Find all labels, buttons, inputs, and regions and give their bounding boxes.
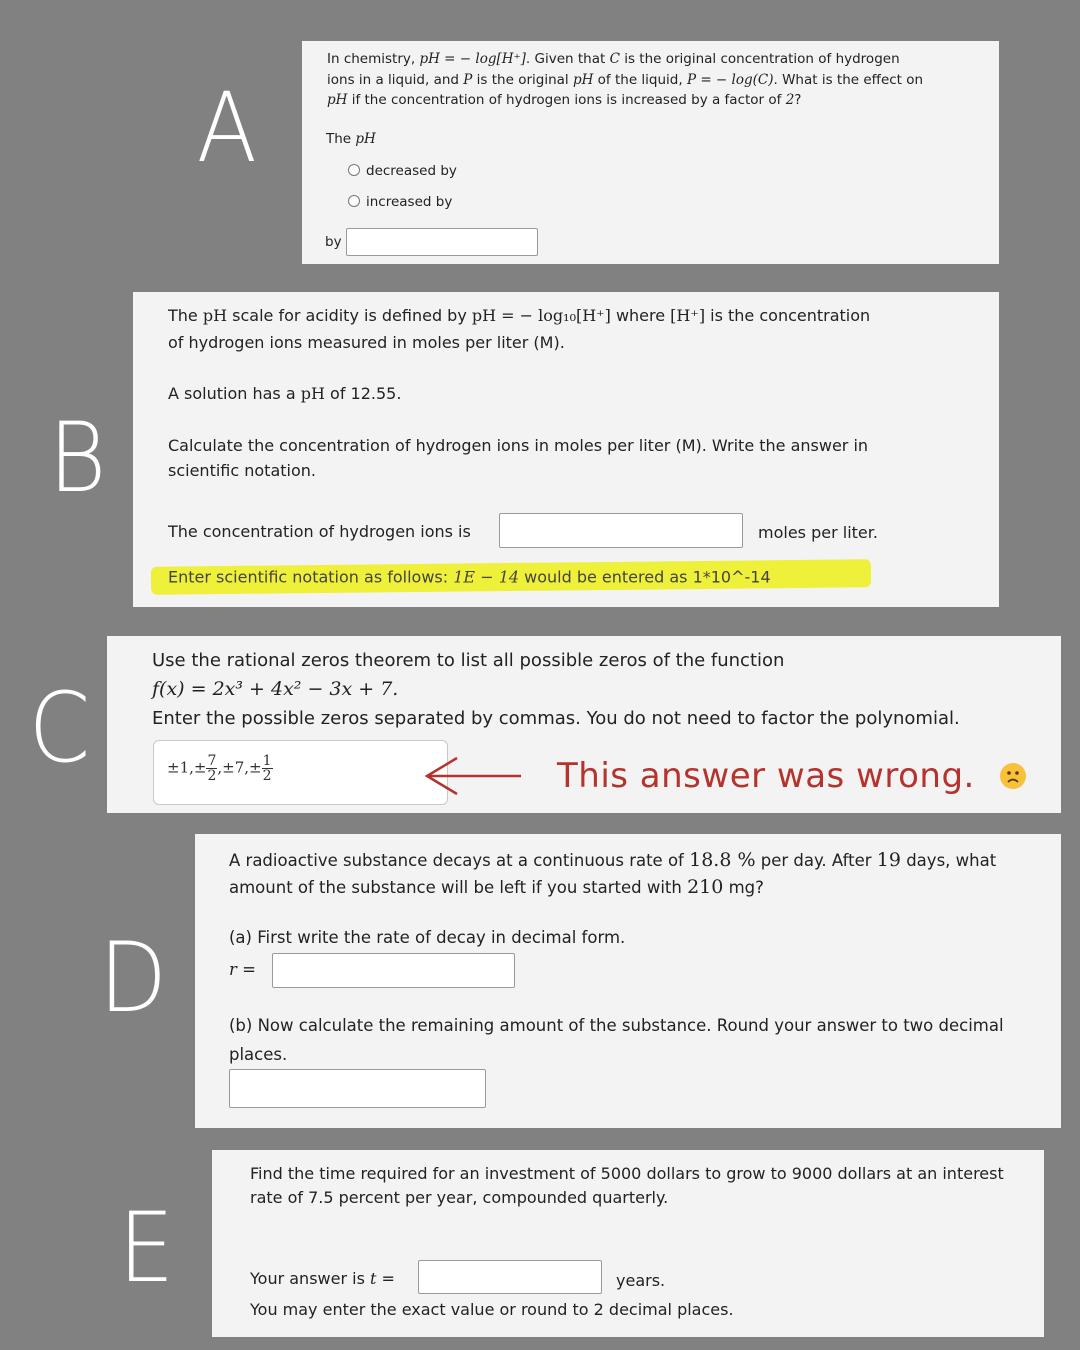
function: f(x) = 2x³ + 4x² − 3x + 7.	[152, 678, 399, 700]
radio-increased[interactable]	[348, 195, 360, 207]
the-ph-label: The pH	[326, 131, 376, 147]
panel-a-line2: ions in a liquid, and P is the original pH of the liquid, P = − log(C). What is the effect on	[327, 72, 924, 88]
sad-face-icon	[1000, 763, 1026, 789]
wrong-note: This answer was wrong.	[557, 756, 975, 796]
arrow-left-icon	[417, 754, 527, 798]
rate-input[interactable]	[272, 953, 515, 988]
panel-d-line1: A radioactive substance decays at a continuous rate of 18.8 % per day. After 19 days, what	[229, 849, 997, 871]
label-d: D	[98, 922, 167, 1034]
part-b-line1: (b) Now calculate the remaining amount of the substance. Round your answer to two decimal	[229, 1016, 1004, 1035]
panel-e	[212, 1150, 1044, 1337]
part-b-line2: places.	[229, 1045, 288, 1064]
panel-e-line1: Find the time required for an investment of 5000 dollars to grow to 9000 dollars at an interest	[250, 1164, 1004, 1183]
conc-unit: moles per liter.	[758, 523, 878, 542]
label-c: C	[28, 672, 91, 784]
rounding-note: You may enter the exact value or round to 2 decimal places.	[250, 1300, 734, 1319]
panel-a-line3: pH if the concentration of hydrogen ions is increased by a factor of 2?	[327, 92, 802, 108]
zeros-answer: ±1,± $\frac{7}{2}$ ,±7,± $\frac{1}{2}$	[167, 753, 272, 784]
panel-d	[195, 834, 1061, 1128]
concentration-input[interactable]	[499, 513, 743, 548]
by-label: by	[325, 234, 342, 250]
panel-e-line2: rate of 7.5 percent per year, compounded quarterly.	[250, 1188, 669, 1207]
option-increased[interactable]: increased by	[348, 194, 452, 210]
option-decreased[interactable]: decreased by	[348, 163, 457, 179]
r-label: r =	[229, 960, 256, 979]
time-input[interactable]	[418, 1260, 602, 1294]
panel-c-line1: Use the rational zeros theorem to list all possible zeros of the function	[152, 650, 785, 671]
panel-c-line3: Enter the possible zeros separated by commas. You do not need to factor the polynomial.	[152, 708, 960, 729]
years-unit: years.	[616, 1271, 666, 1290]
label-b: B	[48, 402, 107, 514]
label-a: A	[196, 72, 258, 184]
panel-a	[302, 41, 999, 264]
label-e: E	[118, 1192, 175, 1304]
panel-d-line2: amount of the substance will be left if you started with 210 mg?	[229, 876, 764, 898]
panel-b-line2: of hydrogen ions measured in moles per liter (M).	[168, 333, 565, 352]
calc-line2: scientific notation.	[168, 461, 316, 480]
sci-notation-hint: Enter scientific notation as follows: 1E − 14 would be entered as 1*10^-14	[168, 567, 771, 587]
amount-input[interactable]	[229, 1069, 486, 1108]
conc-label: The concentration of hydrogen ions is	[168, 522, 471, 541]
panel-b	[133, 292, 999, 607]
answer-label: Your answer is t =	[250, 1269, 395, 1288]
by-input[interactable]	[346, 228, 538, 256]
calc-line1: Calculate the concentration of hydrogen ions in moles per liter (M). Write the answer in	[168, 436, 869, 455]
radio-decreased[interactable]	[348, 164, 360, 176]
panel-a-line1: In chemistry, pH = − log[H⁺]. Given that C is the original concentration of hydrogen	[327, 51, 900, 67]
part-a: (a) First write the rate of decay in decimal form.	[229, 928, 626, 947]
panel-c	[107, 636, 1061, 813]
solution-ph: A solution has a pH of 12.55.	[168, 384, 402, 403]
panel-b-line1: The pH scale for acidity is defined by pH = − log₁₀[H⁺] where [H⁺] is the concentration	[168, 306, 871, 325]
